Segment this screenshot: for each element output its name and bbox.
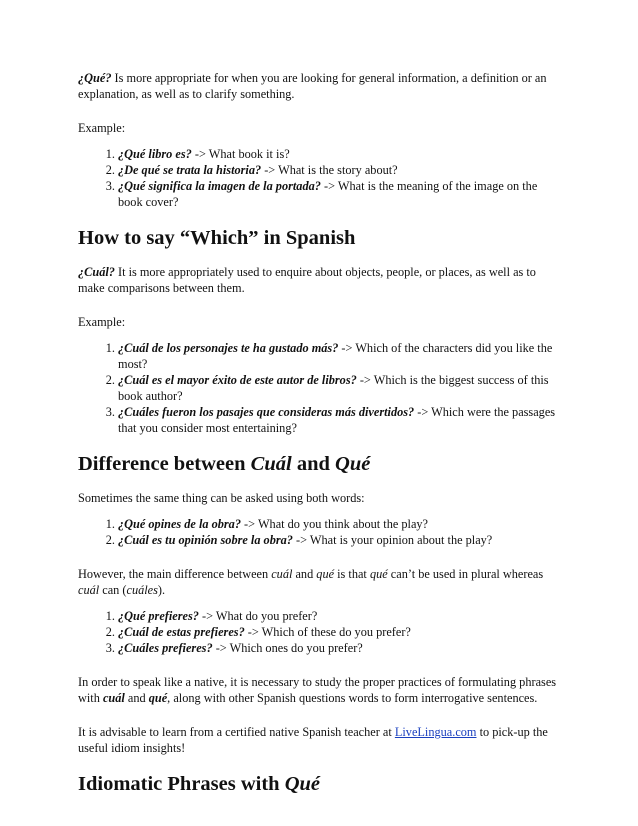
heading-term-cual: Cuál [250,453,292,475]
text: is that [334,567,370,581]
heading-text: and [291,453,336,475]
text: can ( [99,583,127,597]
cual-intro-text: It is more appropriately used to enquire about objects, people, or places, as well as to make comparisons between them. [78,265,536,295]
text: , along with other Spanish questions words to form interrogative sentences. [167,691,538,705]
list-item [118,146,560,162]
term-cual: cuál [271,567,293,581]
spanish-question: ¿Cuál es el mayor éxito de este autor de libros? [118,373,357,387]
idiomatic-heading [78,772,560,796]
spanish-question: ¿Cuál es tu opinión sobre la obra? [118,533,293,547]
translation: -> Which of these do you prefer? [244,625,411,639]
text: can’t be used in plural whereas [387,567,544,581]
plural-examples-list [78,608,560,656]
translation: -> What is your opinion about the play? [292,533,493,547]
heading-term-que: Qué [335,453,371,475]
cual-term: ¿Cuál? [78,265,115,279]
list-item [118,178,560,210]
text: to pick-up the useful idiom insights! [78,725,548,755]
term-que: qué [316,567,335,581]
spanish-question: ¿Cuáles fueron los pasajes que consideras más divertidos? [118,405,415,419]
translation: -> What do you prefer? [198,609,318,623]
list-item [118,404,560,436]
term-que: qué [148,691,168,705]
spanish-question: ¿Cuál de los personajes te ha gustado más? [118,341,339,355]
spanish-question: ¿De qué se trata la historia? [118,163,262,177]
list-item [118,162,560,178]
translation: -> Which of the characters did you like the most? [118,341,553,371]
text: In order to speak like a native, it is necessary to study the proper practices of formulating phrases with [78,675,557,705]
text: ). [157,583,166,597]
list-item [118,340,560,372]
example-label: Example: [78,121,126,135]
que-intro-paragraph [78,70,560,102]
list-item [118,532,560,548]
heading-term-que: Qué [284,773,321,795]
plural-paragraph [78,566,560,598]
term-cuales: cuáles [126,583,158,597]
spanish-question: ¿Cuáles prefieres? [118,641,213,655]
example-label: Example: [78,315,126,329]
que-examples-list [78,146,560,210]
list-item [118,608,560,624]
text: and [124,691,149,705]
translation: -> What is the story about? [261,163,398,177]
text: and [292,567,317,581]
list-item [118,372,560,404]
cual-intro-paragraph [78,264,560,296]
same-thing-paragraph: Sometimes the same thing can be asked using both words: [78,491,365,505]
list-item [118,624,560,640]
spanish-question: ¿Qué opines de la obra? [118,517,241,531]
list-item [118,516,560,532]
translation: -> What book it is? [191,147,290,161]
que-term: ¿Qué? [78,71,112,85]
translation: -> What do you think about the play? [240,517,429,531]
heading-text: Difference between [78,453,251,475]
term-cual: cuál [78,583,100,597]
livelingua-link[interactable]: LiveLingua.com [394,725,477,739]
advisable-paragraph [78,724,560,756]
term-que: qué [369,567,388,581]
translation: -> What is the meaning of the image on the book cover? [118,179,538,209]
spanish-question: ¿Cuál de estas prefieres? [118,625,245,639]
translation: -> Which were the passages that you consider most entertaining? [118,405,556,435]
native-paragraph [78,674,560,706]
difference-heading [78,452,560,476]
spanish-question: ¿Qué significa la imagen de la portada? [118,179,321,193]
term-cual: cuál [102,691,125,705]
translation: -> Which ones do you prefer? [212,641,363,655]
que-intro-text: Is more appropriate for when you are looking for general information, a definition or an explanation, as well as to clarify something. [78,71,547,101]
both-examples-list [78,516,560,548]
text: It is advisable to learn from a certified native Spanish teacher at [78,725,395,739]
heading-text: Idiomatic Phrases with [78,773,285,795]
spanish-question: ¿Qué prefieres? [118,609,199,623]
list-item [118,640,560,656]
text: However, the main difference between [78,567,272,581]
which-heading: How to say “Which” in Spanish [78,227,356,249]
cual-examples-list [78,340,560,436]
spanish-question: ¿Qué libro es? [118,147,192,161]
translation: -> Which is the biggest success of this book author? [118,373,549,403]
